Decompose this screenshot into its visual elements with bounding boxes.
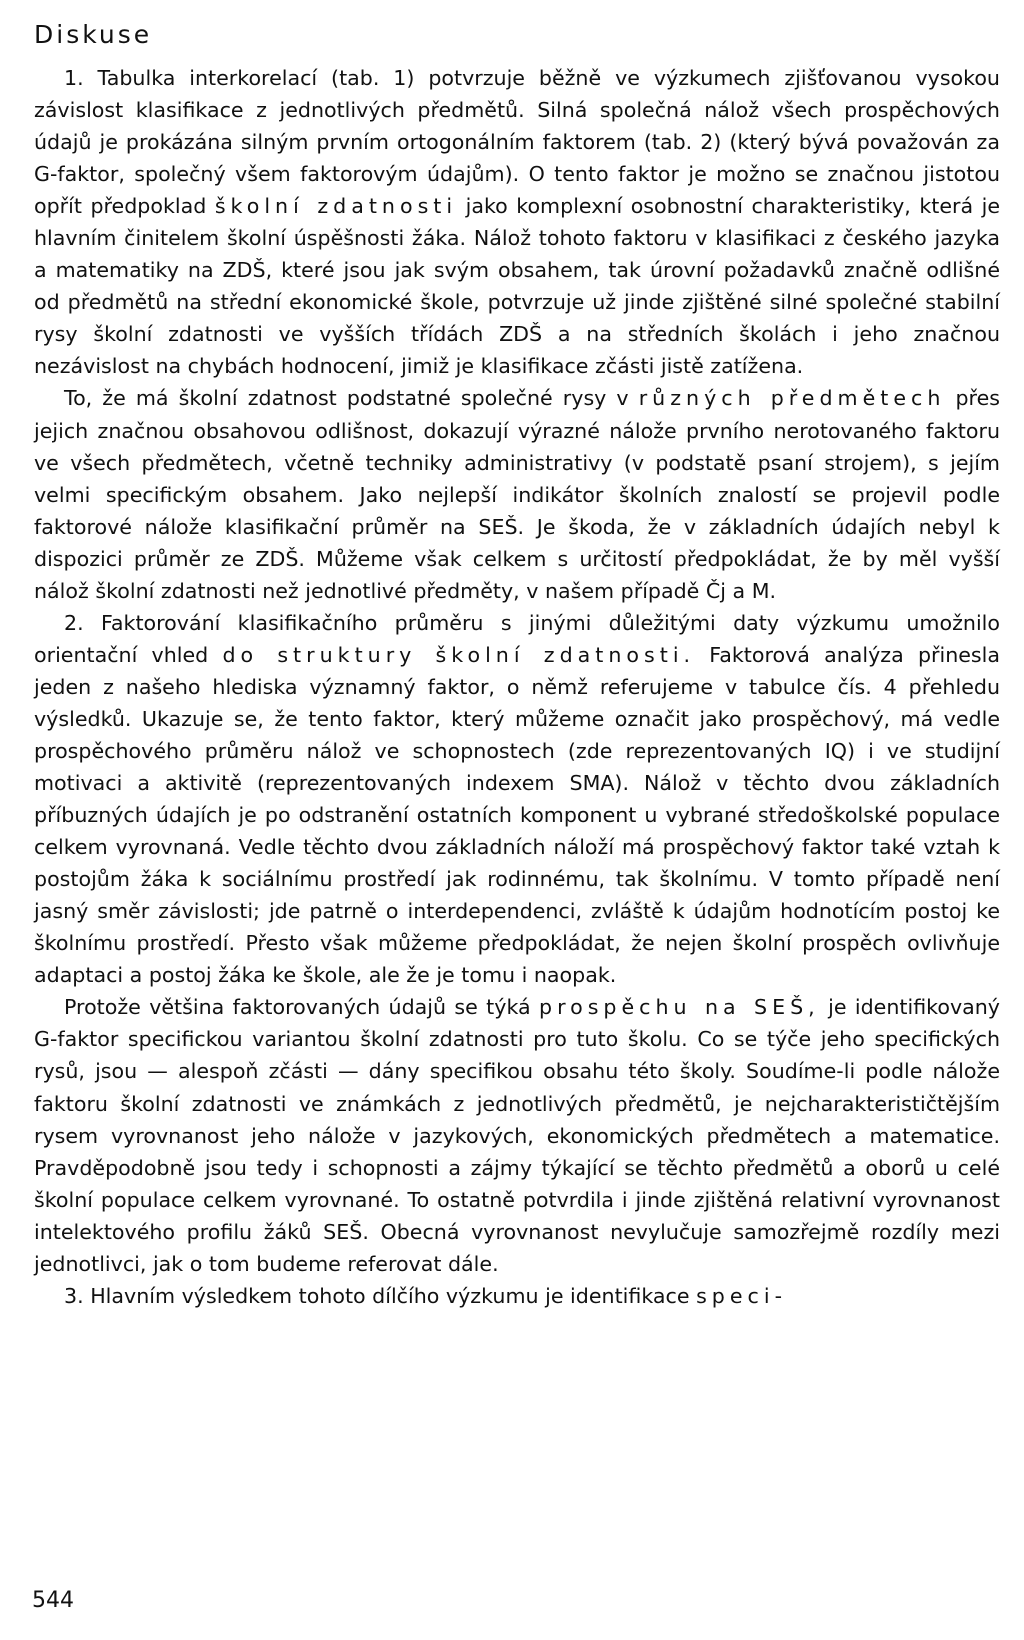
paragraph-text: To, že má školní zdatnost podstatné společné rysy v (64, 386, 639, 411)
paragraph (34, 62, 1000, 382)
paragraph-text: 3. Hlavním výsledkem tohoto dílčího výzkumu je identifikace (64, 1283, 697, 1308)
paragraph (34, 607, 1000, 992)
paragraph (34, 382, 1000, 606)
body-text (34, 62, 1000, 1312)
paragraph (34, 991, 1000, 1279)
paragraph-text: 1. Tabulka interkorelací (tab. 1) potvrzuje běžně ve výzkumech zjišťovanou vysokou závislost klasifikace z jednotlivých předmětů. Silná společná nálož všech prospěchových údajů je prokázána silným prvním ortogonálním faktorem (tab. 2) (který bývá považován za G-faktor, společný všem faktorovým údajům). O tento faktor je možno se značnou jistotou opřít předpoklad (34, 66, 1000, 219)
paragraph-text: je identifikovaný G-faktor specifickou variantou školní zdatnosti pro tuto školu. Co se týče jeho specifických rysů, jsou — alespoň zčásti — dány specifikou obsahu této školy. Soudíme-li podle nálože faktoru školní zdatnosti ve známkách z jednotlivých předmětů, je nejcharakterističtějším rysem vyrovnanost jeho nálože v jazykových, ekonomických předmětech a matematice. Pravděpodobně jsou tedy i schopnosti a zájmy týkající se těchto předmětů a oborů u celé školní populace celkem vyrovnané. To ostatně potvrdila i jinde zjištěná relativní vyrovnanost intelektového profilu žáků SEŠ. Obecná vyrovnanost nevylučuje samozřejmě rozdíly mezi jednotlivci, jak o tom budeme referovat dále. (34, 995, 1000, 1276)
spaced-emphasis-text: školní zdatnosti (214, 194, 458, 219)
paragraph (34, 1280, 1000, 1312)
paragraph-text: Protože většina faktorovaných údajů se týká (64, 995, 540, 1020)
section-heading: Diskuse (34, 20, 153, 49)
spaced-emphasis-text: speci- (696, 1283, 788, 1308)
spaced-emphasis-text: prospěchu na SEŠ, (539, 995, 820, 1020)
paragraph-text: 2. Faktorování klasifikačního průměru s jinými důležitými daty výzkumu umožnilo orientační vhled (34, 610, 1000, 667)
page-number: 544 (32, 1588, 74, 1613)
spaced-emphasis-text: do struktury školní zdatnosti. (222, 642, 696, 667)
spaced-emphasis-text: různých předmětech (638, 386, 946, 411)
paragraph-text: přes jejich značnou obsahovou odlišnost, dokazují výrazné nálože prvního nerotovaného faktoru ve všech předmětech, včetně techniky administrativy (v podstatě psaní strojem), s jejím velmi specifickým obsahem. Jako nejlepší indikátor školních znalostí se projevil podle faktorové nálože klasifikační průměr na SEŠ. Je škoda, že v základních údajích nebyl k dispozici průměr ze ZDŠ. Můžeme však celkem s určitostí předpokládat, že by měl vyšší nálož školní zdatnosti než jednotlivé předměty, v našem případě Čj a M. (34, 386, 1000, 603)
paragraph-text: jako komplexní osobnostní charakteristiky, která je hlavním činitelem školní úspěšnosti žáka. Nálož tohoto faktoru v klasifikaci z českého jazyka a matematiky na ZDŠ, které jsou jak svým obsahem, tak úrovní požadavků značně odlišné od předmětů na střední ekonomické škole, potvrzuje už jinde zjištěné silné společné stabilní rysy školní zdatnosti ve vyšších třídách ZDŠ a na středních školách i jeho značnou nezávislost na chybách hodnocení, jimiž je klasifikace zčásti jistě zatížena. (34, 194, 1001, 379)
paragraph-text: Faktorová analýza přinesla jeden z našeho hlediska významný faktor, o němž referujeme v tabulce čís. 4 přehledu výsledků. Ukazuje se, že tento faktor, který můžeme označit jako prospěchový, má vedle prospěchového průměru nálož ve schopnostech (zde reprezentovaných IQ) i ve studijní motivaci a aktivitě (reprezentovaných indexem SMA). Nálož v těchto dvou základních příbuzných údajích je po odstranění ostatních komponent u vybrané středoškolské populace celkem vyrovnaná. Vedle těchto dvou základních náloží má prospěchový faktor také vztah k postojům žáka k sociálnímu prostředí jak rodinnému, tak školnímu. V tomto případě není jasný směr závislosti; jde patrně o interdependenci, zvláště k údajům hodnotícím postoj ke školnímu prostředí. Přesto však můžeme předpokládat, že nejen školní prospěch ovlivňuje adaptaci a postoj žáka ke škole, ale že je tomu i naopak. (34, 642, 1001, 988)
